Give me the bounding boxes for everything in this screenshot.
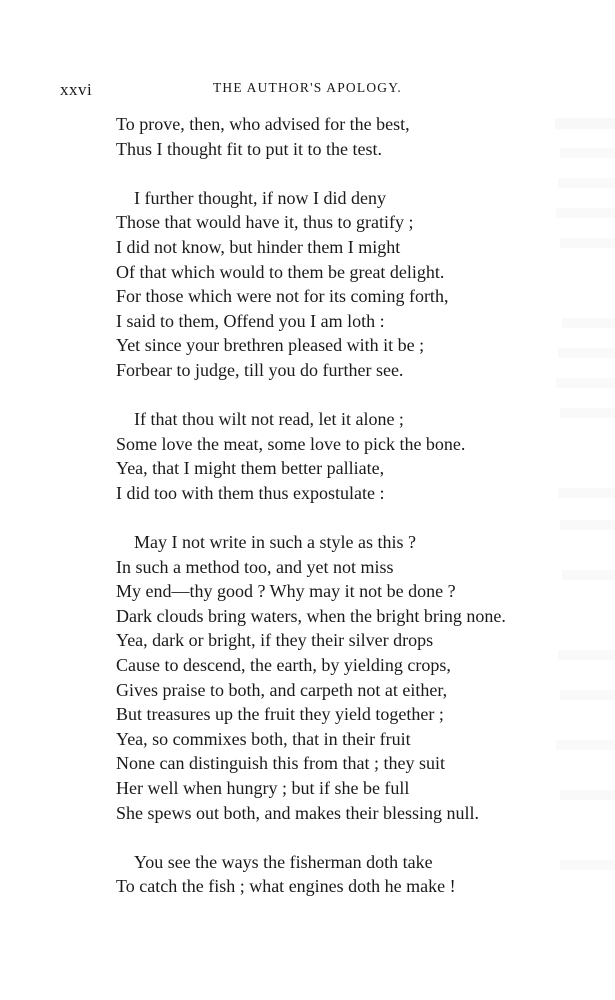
verse-line: I did not know, but hinder them I might: [116, 236, 401, 257]
verse-line: Forbear to judge, till you do further see.: [116, 359, 404, 380]
verse-line: Yet since your brethren pleased with it be ;: [116, 335, 425, 356]
verse-line: Cause to descend, the earth, by yielding crops,: [116, 655, 451, 676]
verse-line: Yea, dark or bright, if they their silver drops: [116, 630, 434, 651]
verse-line: I further thought, if now I did deny: [134, 187, 386, 208]
verse-line: In such a method too, and yet not miss: [116, 556, 394, 577]
stanza: [116, 850, 606, 899]
verse-line: Her well when hungry ; but if she be full: [116, 778, 410, 799]
verse-line: You see the ways the fisherman doth take: [134, 851, 433, 872]
stanza: [116, 407, 606, 505]
verse-line: Yea, that I might them better palliate,: [116, 458, 385, 479]
verse-line: Thus I thought fit to put it to the test.: [116, 138, 382, 159]
stanza-break: [116, 506, 606, 531]
verse-line: I did too with them thus expostulate :: [116, 482, 385, 503]
verse-line: None can distinguish this from that ; they suit: [116, 753, 445, 774]
poem-body: [116, 112, 606, 899]
stanza: [116, 186, 606, 383]
verse-line: To catch the fish ; what engines doth he make !: [116, 876, 456, 897]
stanza-break: [116, 825, 606, 850]
verse-line: Yea, so commixes both, that in their fruit: [116, 728, 411, 749]
stanza-break: [116, 161, 606, 186]
verse-line: But treasures up the fruit they yield together ;: [116, 704, 444, 725]
verse-line: I said to them, Offend you I am loth :: [116, 310, 385, 331]
verse-line: Gives praise to both, and carpeth not at either,: [116, 679, 448, 700]
verse-line: She spews out both, and makes their blessing null.: [116, 802, 479, 823]
verse-line: Dark clouds bring waters, when the bright bring none.: [116, 605, 506, 626]
verse-line: Of that which would to them be great delight.: [116, 261, 445, 282]
stanza: [116, 112, 606, 161]
page-number: xxvi: [60, 80, 93, 99]
verse-line: May I not write in such a style as this ?: [134, 532, 416, 553]
verse-line: If that thou wilt not read, let it alone ;: [134, 409, 404, 430]
stanza-break: [116, 383, 606, 408]
verse-line: To prove, then, who advised for the best,: [116, 114, 410, 134]
verse-line: Some love the meat, some love to pick the bone.: [116, 433, 466, 454]
stanza: [116, 530, 606, 825]
verse-line: Those that would have it, thus to gratify ;: [116, 212, 414, 233]
running-head: THE AUTHOR'S APOLOGY.: [212, 80, 403, 95]
verse-line: My end—thy good ? Why may it not be done ?: [116, 581, 456, 602]
verse-line: For those which were not for its coming forth,: [116, 286, 449, 307]
